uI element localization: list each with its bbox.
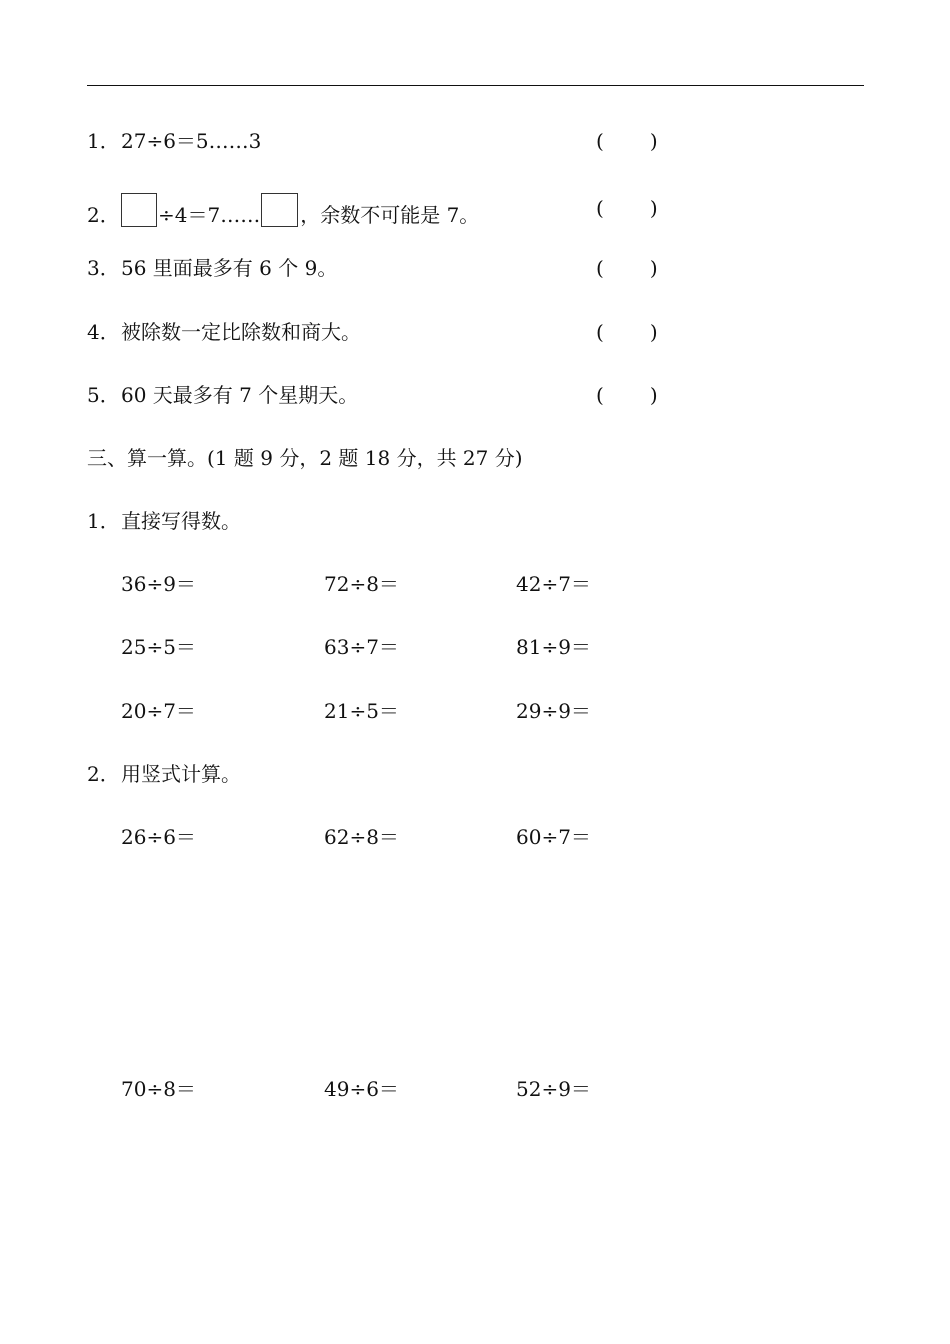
item-text-middle: ÷4＝7…… <box>158 203 261 227</box>
part-title-text: 直接写得数。 <box>121 509 241 533</box>
vertical-calc-r1c1: 26÷6＝ <box>121 825 196 849</box>
judgement-item-3 <box>87 254 337 282</box>
oral-calc-r1c1: 36÷9＝ <box>121 572 196 596</box>
part-number: 2． <box>87 762 120 786</box>
paren-close: ) <box>649 320 658 344</box>
item-number: 1． <box>87 129 120 153</box>
paren-close: ) <box>649 196 658 220</box>
part-title-text: 用竖式计算。 <box>121 762 241 786</box>
part-number: 1． <box>87 509 120 533</box>
paren-open: ( <box>596 256 604 280</box>
vertical-calc-r2c3: 52÷9＝ <box>516 1077 591 1101</box>
judgement-item-1 <box>87 127 261 155</box>
paren-close: ) <box>649 256 658 280</box>
oral-calc-r3c3: 29÷9＝ <box>516 699 591 723</box>
answer-parentheses-4[interactable] <box>596 318 658 346</box>
item-number: 2． <box>87 203 120 227</box>
part-2-title <box>87 760 241 788</box>
oral-calc-r3c1: 20÷7＝ <box>121 699 196 723</box>
item-text-end: ，余数不可能是 7。 <box>300 203 480 227</box>
oral-calc-r1c2: 72÷8＝ <box>324 572 399 596</box>
judgement-item-2 <box>87 193 479 229</box>
section-3-heading: 三、算一算。(1 题 9 分，2 题 18 分，共 27 分) <box>87 446 523 470</box>
vertical-calc-r1c3: 60÷7＝ <box>516 825 591 849</box>
vertical-calc-r1c2: 62÷8＝ <box>324 825 399 849</box>
item-text: 56 里面最多有 6 个 9。 <box>121 256 338 280</box>
paren-open: ( <box>596 320 604 344</box>
answer-parentheses-3[interactable] <box>596 254 658 282</box>
top-rule <box>87 85 864 86</box>
vertical-calc-r2c2: 49÷6＝ <box>324 1077 399 1101</box>
judgement-item-5 <box>87 381 358 409</box>
item-text: 被除数一定比除数和商大。 <box>121 320 361 344</box>
answer-parentheses-5[interactable] <box>596 381 658 409</box>
answer-parentheses-2[interactable] <box>596 194 658 222</box>
judgement-item-4 <box>87 318 361 346</box>
oral-calc-r3c2: 21÷5＝ <box>324 699 399 723</box>
paren-open: ( <box>596 196 604 220</box>
oral-calc-r2c1: 25÷5＝ <box>121 635 196 659</box>
item-number: 5． <box>87 383 120 407</box>
paren-open: ( <box>596 129 604 153</box>
blank-box-dividend[interactable] <box>121 193 157 227</box>
part-1-title <box>87 507 241 535</box>
item-text: 60 天最多有 7 个星期天。 <box>121 383 359 407</box>
paren-close: ) <box>649 129 658 153</box>
answer-parentheses-1[interactable] <box>596 127 658 155</box>
item-number: 3． <box>87 256 120 280</box>
item-text: 27÷6＝5……3 <box>121 129 262 153</box>
oral-calc-r2c3: 81÷9＝ <box>516 635 591 659</box>
blank-box-remainder[interactable] <box>261 193 298 227</box>
vertical-calc-r2c1: 70÷8＝ <box>121 1077 196 1101</box>
oral-calc-r1c3: 42÷7＝ <box>516 572 591 596</box>
paren-open: ( <box>596 383 604 407</box>
item-number: 4． <box>87 320 120 344</box>
paren-close: ) <box>649 383 658 407</box>
oral-calc-r2c2: 63÷7＝ <box>324 635 399 659</box>
